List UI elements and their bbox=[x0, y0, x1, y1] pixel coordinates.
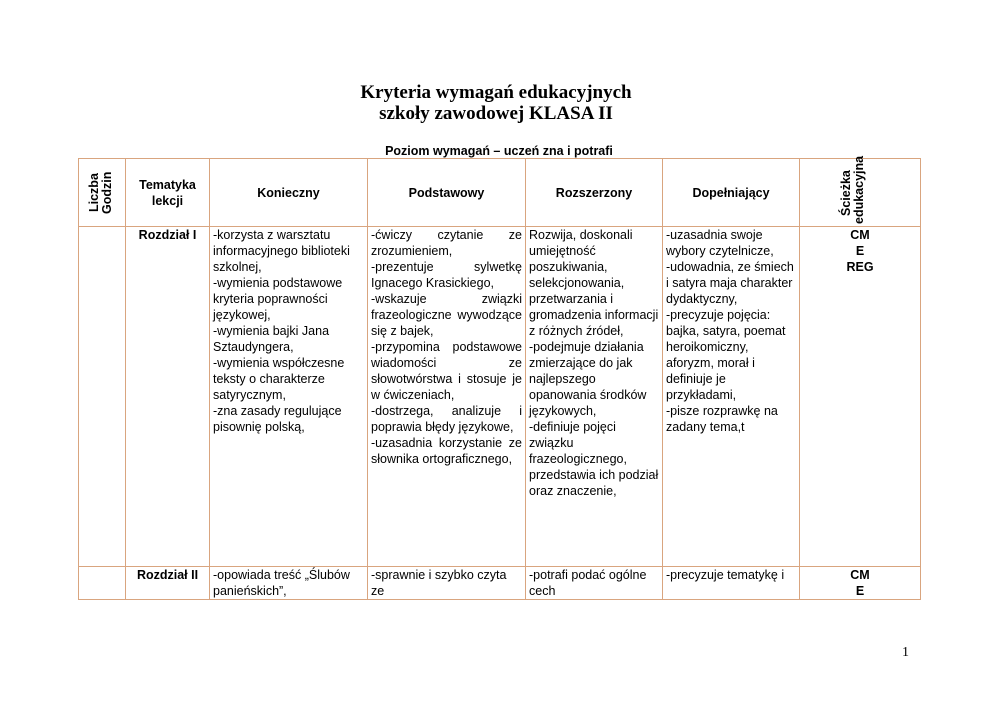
row2-path: CM E bbox=[800, 567, 921, 600]
title-line-1: Kryteria wymagań edukacyjnych bbox=[360, 82, 632, 103]
table-row bbox=[79, 227, 921, 567]
row1-dopelniajacy: -uzasadnia swoje wybory czytelnicze, -udowadnia, ze śmiech i satyra maja charakter dydaktyczny, -precyzuje pojęcia: bajka, satyra, poemat heroikomiczny, aforyzm, morał i definiuje je przykładami, -pisze rozprawkę na zadany tema,t bbox=[663, 227, 800, 567]
table-subtitle: Poziom wymagań – uczeń zna i potrafi bbox=[385, 144, 613, 158]
row2-dopelniajacy: -precyzuje tematykę i bbox=[663, 567, 800, 600]
row2-konieczny: -opowiada treść „Ślubów panieńskich”, bbox=[210, 567, 368, 600]
requirements-table bbox=[78, 155, 921, 600]
header-hours-label: Liczba Godzin bbox=[87, 171, 114, 214]
page-number: 1 bbox=[902, 645, 909, 660]
header-topic: Tematyka lekcji bbox=[126, 159, 210, 227]
row1-podstawowy: -ćwiczy czytanie ze zrozumieniem, -prezentuje sylwetkę Ignacego Krasickiego, -wskazuje związki frazeologiczne wywodzące się z bajek, -przypomina podstawowe wiadomości ze słowotwórstwa i stosuje je w ćwiczeniach, -dostrzega, analizuje i poprawia błędy językowe, -uzasadnia korzystanie ze słownika ortograficznego, bbox=[368, 227, 526, 567]
row2-rozszerzony: -potrafi podać ogólne cech bbox=[526, 567, 663, 600]
header-podstawowy: Podstawowy bbox=[368, 159, 526, 227]
table-row bbox=[79, 567, 921, 600]
header-path bbox=[800, 155, 921, 227]
header-path-label: Ścieżka edukacyjna bbox=[839, 155, 866, 224]
row2-podstawowy: -sprawnie i szybko czyta ze bbox=[368, 567, 526, 600]
header-konieczny: Konieczny bbox=[210, 159, 368, 227]
header-rozszerzony: Rozszerzony bbox=[526, 159, 663, 227]
row1-hours bbox=[79, 227, 126, 567]
row1-konieczny: -korzysta z warsztatu informacyjnego biblioteki szkolnej, -wymienia podstawowe kryteria poprawności językowej, -wymienia bajki Jana Sztaudyngera, -wymienia współczesne teksty o charakterze satyrycznym, -zna zasady regulujące pisownię polską, bbox=[210, 227, 368, 567]
document-title bbox=[0, 82, 992, 124]
header-dopelniajacy: Dopełniający bbox=[663, 159, 800, 227]
header-row bbox=[79, 159, 921, 227]
row1-rozszerzony: Rozwija, doskonali umiejętność poszukiwania, selekcjonowania, przetwarzania i gromadzenia informacji z różnych źródeł, -podejmuje działania zmierzające do jak najlepszego opanowania środków językowych, -definiuje pojęci związku frazeologicznego, przedstawia ich podział oraz znaczenie, bbox=[526, 227, 663, 567]
title-line-2: szkoły zawodowej KLASA II bbox=[379, 103, 613, 124]
row1-path: CM E REG bbox=[800, 227, 921, 567]
row2-topic: Rozdział II bbox=[126, 567, 210, 600]
row2-hours bbox=[79, 567, 126, 600]
header-hours bbox=[79, 159, 126, 227]
row1-topic: Rozdział I bbox=[126, 227, 210, 567]
